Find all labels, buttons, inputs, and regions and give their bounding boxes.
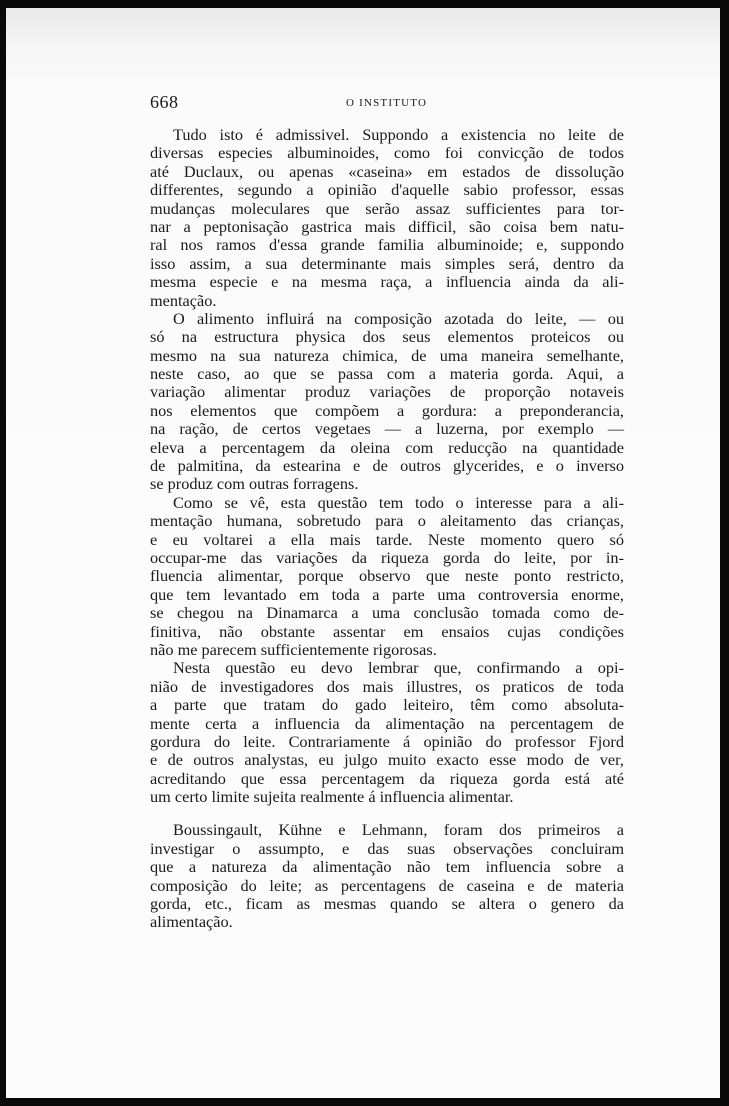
text-line: mesma especie e na mesma raça, a influencia ainda da ali-	[150, 272, 624, 292]
paragraph-4	[150, 659, 624, 806]
text-line: se chegou na Dinamarca a uma conclusão tomada como de-	[150, 603, 624, 623]
text-line: só na estructura physica dos seus elementos proteicos ou	[150, 327, 624, 347]
text-line: diversas especies albuminoides, como foi convicção de todos	[150, 143, 624, 163]
text-line: e eu voltarei a ella mais tarde. Neste momento quero só	[150, 529, 624, 549]
text-line: Como se vê, esta questão tem todo o interesse para a ali-	[173, 492, 624, 512]
paragraph-1	[150, 126, 624, 310]
text-line: occupar-me das variações da riqueza gorda do leite, por in-	[150, 547, 624, 567]
text-line: Tudo isto é admissivel. Suppondo a existencia no leite de	[173, 125, 624, 144]
text-line: mentação humana, sobretudo para o aleitamento das crianças,	[150, 511, 624, 531]
text-line: gordura do leite. Contrariamente á opinião do professor Fjord	[150, 731, 624, 751]
paragraph-3	[150, 494, 624, 660]
text-line: mente certa a influencia da alimentação na percentagem de	[150, 713, 624, 733]
text-line: fluencia alimentar, porque observo que neste ponto restricto,	[150, 566, 624, 586]
text-line: eleva a percentagem da oleina com reducção na quantidade	[150, 437, 624, 457]
text-line: composição do leite; as percentagens de caseina e de materia	[150, 875, 624, 895]
text-line: a parte que tratam do gado leiteiro, têm como absoluta-	[150, 695, 624, 715]
text-line: mudanças moleculares que serão assaz sufficientes para tor-	[150, 198, 624, 218]
text-line: mentação.	[150, 290, 217, 310]
text-line: nos elementos que compõem a gordura: a preponderancia,	[150, 400, 624, 420]
text-line: que tem levantado em toda a parte uma controversia enorme,	[150, 584, 624, 604]
text-line: ral nos ramos d'essa grande familia albuminoide; e, suppondo	[150, 235, 624, 255]
text-line: Boussingault, Kühne e Lehmann, foram dos primeiros a	[173, 820, 624, 840]
text-line: acreditando que essa percentagem da riqueza gorda está até	[150, 768, 624, 788]
text-line: O alimento influirá na composição azotada do leite, — ou	[173, 308, 624, 328]
text-line: não me parecem sufficientemente rigorosas.	[150, 639, 437, 659]
text-line: finitiva, não obstante assentar em ensaios cujas condições	[150, 621, 624, 641]
text-line: nar a peptonisação gastrica mais difficil, são coisa bem natu-	[150, 216, 624, 236]
text-line: mesmo na sua natureza chimica, de uma maneira semelhante,	[150, 345, 624, 365]
running-head	[150, 92, 624, 114]
text-line: um certo limite sujeita realmente á influencia alimentar.	[150, 787, 514, 807]
section-gap	[150, 806, 624, 821]
text-line: na ração, de certos vegetaes — a luzerna, por exemplo —	[150, 419, 624, 439]
text-line: até Duclaux, ou apenas «caseina» em estados de dissolução	[150, 161, 624, 181]
text-line: differentes, segundo a opinião d'aquelle sabio professor, essas	[150, 180, 624, 200]
text-line: de palmitina, da estearina e de outros glycerides, e o inverso	[150, 456, 624, 476]
text-line: nião de investigadores dos mais illustres, os praticos de toda	[150, 676, 624, 696]
text-line: se produz com outras forragens.	[150, 474, 359, 494]
text-line: e de outros analystas, eu julgo muito exacto esse modo de ver,	[150, 750, 624, 770]
text-line: gorda, etc., ficam as mesmas quando se altera o genero da	[150, 894, 624, 914]
paragraph-2	[150, 310, 624, 494]
text-line: isso assim, a sua determinante mais simples será, dentro da	[150, 253, 624, 273]
running-title: O INSTITUTO	[346, 97, 428, 109]
page-number: 668	[150, 92, 179, 112]
text-line: que a natureza da alimentação não tem influencia sobre a	[150, 857, 624, 877]
paragraph-5	[150, 821, 624, 931]
text-line: investigar o assumpto, e das suas observações concluiram	[150, 838, 624, 858]
text-line: alimentação.	[150, 912, 233, 932]
text-line: neste caso, ao que se passa com a materia gorda. Aqui, a	[150, 364, 624, 384]
book-page	[150, 92, 624, 932]
text-line: Nesta questão eu devo lembrar que, confirmando a opi-	[173, 658, 624, 678]
text-line: variação alimentar produz variações de proporção notaveis	[150, 382, 624, 402]
